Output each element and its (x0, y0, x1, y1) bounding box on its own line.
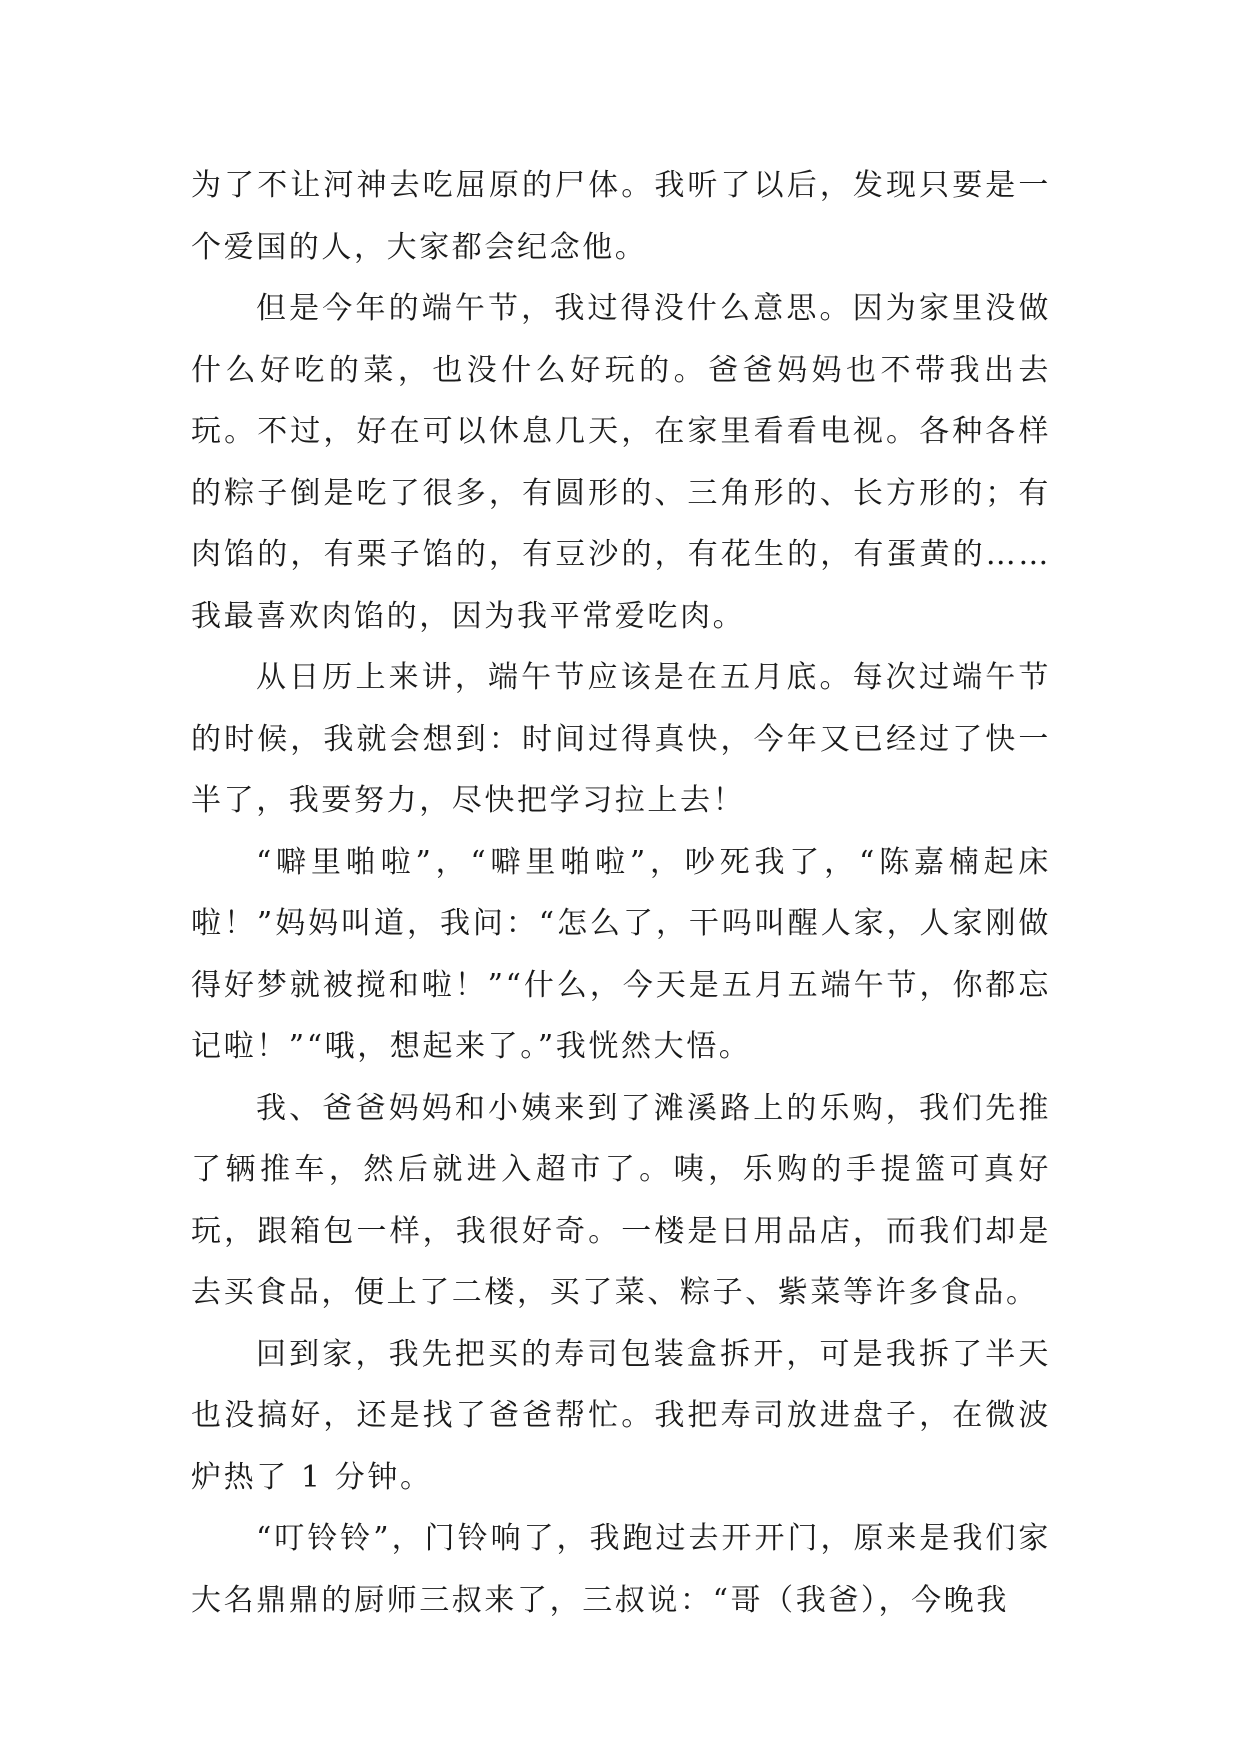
paragraph-1: 为了不让河神去吃屈原的尸体。我听了以后，发现只要是一个爱国的人，大家都会纪念他。 (191, 168, 1051, 265)
paragraph-3: 从日历上来讲，端午节应该是在五月底。每次过端午节的时候，我就会想到：时间过得真快，今年又已经过了快一半了，我要努力，尽快把学习拉上去！ (191, 660, 1051, 818)
paragraph-5: 我、爸爸妈妈和小姨来到了滩溪路上的乐购，我们先推了辆推车，然后就进入超市了。咦，乐购的手提篮可真好玩，跟箱包一样，我很好奇。一楼是日用品店，而我们却是去买食品，便上了二楼，买了菜、粽子、紫菜等许多食品。 (191, 1090, 1051, 1310)
document-body (191, 155, 1051, 1631)
paragraph-4: “噼里啪啦”，“噼里啪啦”，吵死我了，“陈嘉楠起床啦！”妈妈叫道，我问：“怎么了，干吗叫醒人家，人家刚做得好梦就被搅和啦！”“什么，今天是五月五端午节，你都忘记啦！”“哦，想起来了。”我恍然大悟。 (191, 844, 1051, 1064)
paragraph-2: 但是今年的端午节，我过得没什么意思。因为家里没做什么好吃的菜，也没什么好玩的。爸爸妈妈也不带我出去玩。不过，好在可以休息几天，在家里看看电视。各种各样的粽子倒是吃了很多，有圆形的、三角形的、长方形的；有肉馅的，有栗子馅的，有豆沙的，有花生的，有蛋黄的……我最喜欢肉馅的，因为我平常爱吃肉。 (191, 291, 1051, 634)
paragraph-6: 回到家，我先把买的寿司包装盒拆开，可是我拆了半天也没搞好，还是找了爸爸帮忙。我把寿司放进盘子，在微波炉热了 1 分钟。 (191, 1336, 1051, 1495)
paragraph-7: “叮铃铃”，门铃响了，我跑过去开开门，原来是我们家大名鼎鼎的厨师三叔来了，三叔说：“哥（我爸），今晚我 (191, 1521, 1051, 1618)
